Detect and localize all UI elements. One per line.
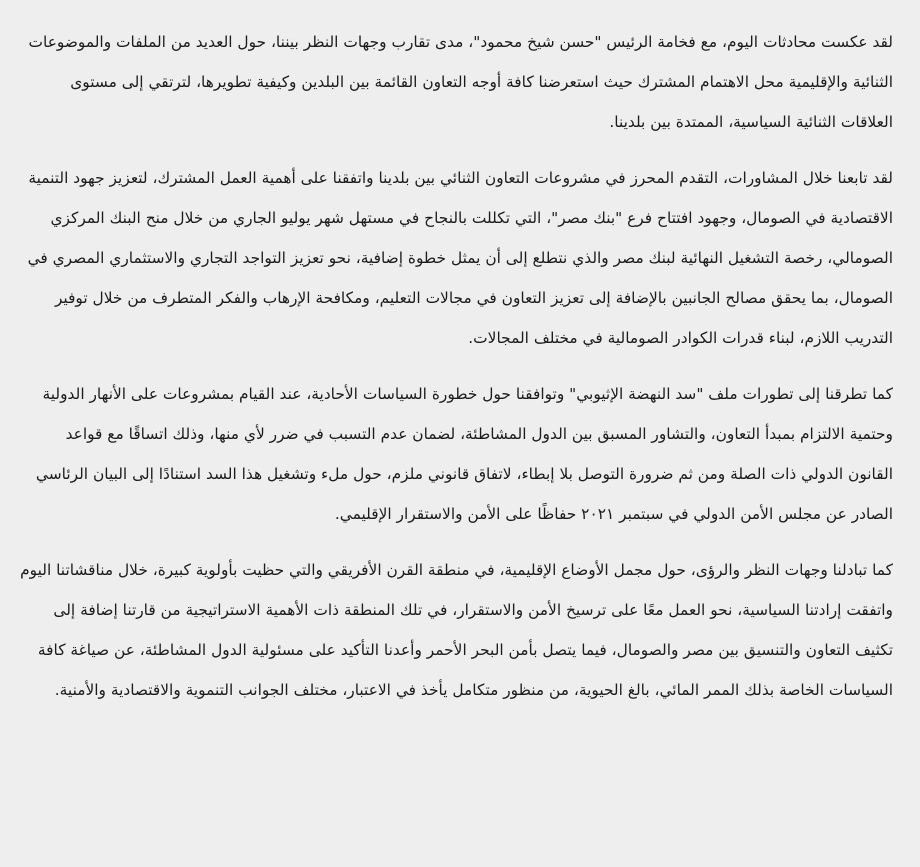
paragraph-renaissance-dam: كما تطرقنا إلى تطورات ملف "سد النهضة الإثيوبي" وتوافقنا حول خطورة السياسات الأحادية، عند القيام بمشروعات على الأنهار الدولية وحتمية الالتزام بمبدأ التعاون، والتشاور المسبق بين الدول المشاطئة، لضمان عدم التسبب في ضرر لأي منها، وذلك اتساقًا مع قواعد القانون الدولي ذات الصلة ومن ثم ضرورة التوصل بلا إبطاء، لاتفاق قانوني ملزم، حول ملء وتشغيل هذا السد استنادًا إلى البيان الرئاسي الصادر عن مجلس الأمن الدولي في سبتمبر ٢٠٢١ حفاظًا على الأمن والاستقرار الإقليمي. <box>35 385 893 523</box>
paragraph-regional-security: كما تبادلنا وجهات النظر والرؤى، حول مجمل الأوضاع الإقليمية، في منطقة القرن الأفريقي والتي حظيت بأولوية كبيرة، خلال مناقشاتنا اليوم واتفقت إرادتنا السياسية، نحو العمل معًا على ترسيخ الأمن والاستقرار، في تلك المنطقة ذات الأهمية الاستراتيجية من قارتنا إضافة إلى تكثيف التعاون والتنسيق بين مصر والصومال، فيما يتصل بأمن البحر الأحمر وأعدنا التأكيد على مسئولية الدول المشاطئة، عن صياغة كافة السياسات الخاصة بذلك الممر المائي، بالغ الحيوية، من منظور متكامل يأخذ في الاعتبار، مختلف الجوانب التنموية والاقتصادية والأمنية. <box>20 561 893 699</box>
paragraph-bilateral-cooperation: لقد تابعنا خلال المشاورات، التقدم المحرز في مشروعات التعاون الثنائي بين بلدينا واتفقنا على أهمية العمل المشترك، لتعزيز جهود التنمية الاقتصادية في الصومال، وجهود افتتاح فرع "بنك مصر"، التي تكللت بالنجاح في مستهل شهر يوليو الجاري من خلال منح البنك المركزي الصومالي، رخصة التشغيل النهائية لبنك مصر والذي نتطلع إلى أن يمثل خطوة إضافية، نحو تعزيز التواجد التجاري والاستثماري المصري في الصومال، بما يحقق مصالح الجانبين بالإضافة إلى تعزيز التعاون في مجالات التعليم، ومكافحة الإرهاب والفكر المتطرف من خلال توفير التدريب اللازم، لبناء قدرات الكوادر الصومالية في مختلف المجالات. <box>27 169 893 347</box>
paragraph-talks-summary: لقد عكست محادثات اليوم، مع فخامة الرئيس "حسن شيخ محمود"، مدى تقارب وجهات النظر بيننا، حول العديد من الملفات والموضوعات الثنائية والإقليمية محل الاهتمام المشترك حيث استعرضنا كافة أوجه التعاون القائمة بين البلدين وكيفية تطويرها، لترتقي إلى مستوى العلاقات الثنائية السياسية، الممتدة بين بلدينا. <box>28 33 893 131</box>
